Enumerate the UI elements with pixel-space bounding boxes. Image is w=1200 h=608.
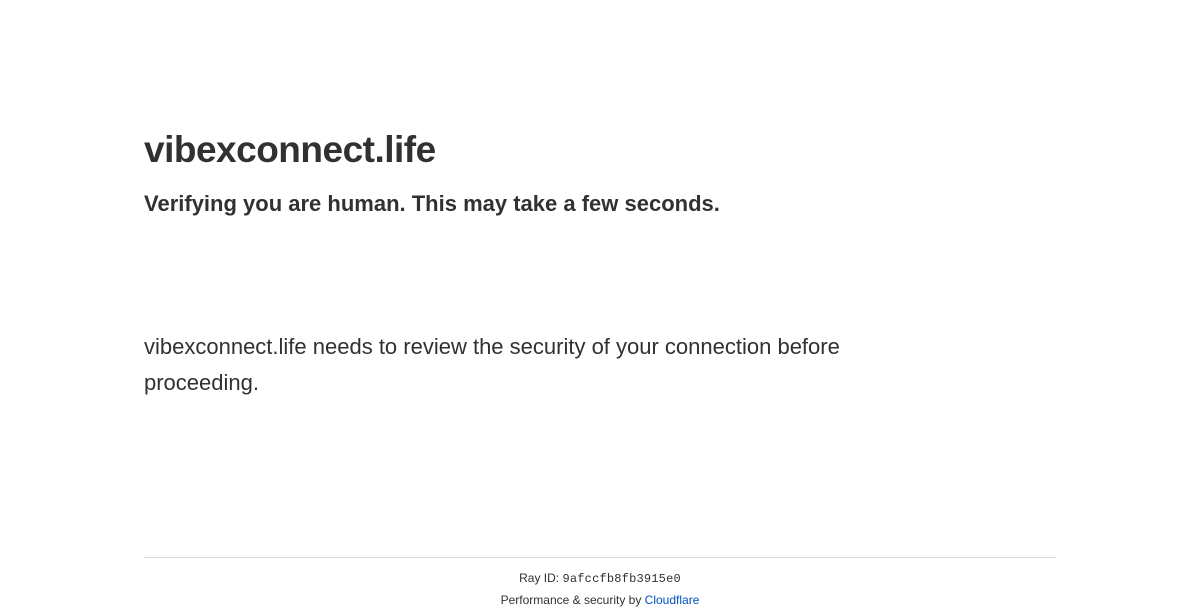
ray-id-label: Ray ID: — [519, 571, 560, 585]
verification-status-text: Verifying you are human. This may take a few seconds. — [144, 191, 720, 217]
page-footer — [144, 557, 1056, 608]
challenge-content — [144, 0, 1056, 400]
performance-credit-text: Performance & security by — [500, 593, 645, 608]
challenge-widget-slot — [144, 219, 1056, 289]
ray-id-value: 9afccfb8fb3915e0 — [562, 572, 681, 586]
cloudflare-link[interactable]: Cloudflare — [644, 593, 700, 608]
ray-id-row — [144, 558, 1056, 586]
challenge-explanation-text: vibexconnect.life needs to review the security of your connection before proceeding. — [144, 334, 840, 395]
page-title: vibexconnect.life — [144, 129, 436, 170]
performance-credit-row — [144, 586, 1056, 607]
